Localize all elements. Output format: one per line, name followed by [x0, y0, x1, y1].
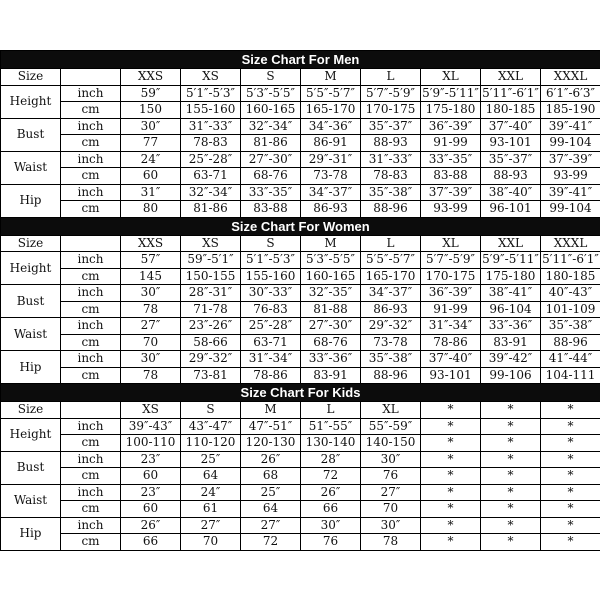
- value-cell: 38″-41″: [481, 285, 541, 302]
- value-cell: *: [421, 468, 481, 485]
- size-header-cell: XXL: [481, 69, 541, 86]
- unit-cell: inch: [61, 118, 121, 135]
- unit-cell: cm: [61, 268, 121, 285]
- value-cell: 25″-28″: [181, 151, 241, 168]
- measurement-label: Height: [1, 418, 61, 451]
- value-cell: 78: [121, 367, 181, 384]
- value-cell: 35″-37″: [361, 118, 421, 135]
- unit-cell: inch: [61, 418, 121, 435]
- value-cell: 27″: [121, 318, 181, 335]
- value-cell: 81-88: [301, 301, 361, 318]
- value-cell: 36″-39″: [421, 118, 481, 135]
- value-cell: 155-160: [241, 268, 301, 285]
- value-cell: 35″-37″: [481, 151, 541, 168]
- measurement-label: Hip: [1, 351, 61, 384]
- value-cell: 5′9″-5′11″: [482, 252, 539, 267]
- value-cell: *: [481, 484, 541, 501]
- size-header-cell: *: [481, 402, 541, 419]
- value-cell: 36″-39″: [421, 285, 481, 302]
- value-cell: *: [421, 517, 481, 534]
- measurement-row: [1, 268, 600, 285]
- value-cell: *: [541, 468, 600, 485]
- value-cell: *: [541, 451, 600, 468]
- unit-cell: cm: [61, 201, 121, 218]
- value-cell: 38″-40″: [481, 184, 541, 201]
- value-cell: 61: [181, 501, 241, 518]
- value-cell: 43″-47″: [181, 418, 241, 435]
- unit-cell: inch: [61, 351, 121, 368]
- value-cell: 93-99: [541, 168, 600, 185]
- value-cell: 150-155: [181, 268, 241, 285]
- measurement-label: Waist: [1, 151, 61, 184]
- value-cell: 68-76: [301, 334, 361, 351]
- value-cell: 25″: [241, 484, 301, 501]
- value-cell: 5′11″-6′1″: [482, 85, 539, 100]
- value-cell: 70: [361, 501, 421, 518]
- value-cell: 59″: [121, 85, 181, 102]
- value-cell: 71-78: [181, 301, 241, 318]
- value-cell: 175-180: [421, 102, 481, 119]
- value-cell: 63-71: [181, 168, 241, 185]
- measurement-row: [1, 85, 600, 102]
- value-cell: 5′3″-5′5″: [301, 252, 361, 269]
- value-cell: 28″-31″: [181, 285, 241, 302]
- value-cell: 88-96: [541, 334, 600, 351]
- unit-cell: inch: [61, 85, 121, 102]
- value-cell: 110-120: [181, 435, 241, 452]
- value-cell: 59″-5′1″: [181, 252, 241, 269]
- value-cell: 5′5″-5′7″: [301, 85, 361, 102]
- value-cell: 30″-33″: [241, 285, 301, 302]
- value-cell: *: [541, 501, 600, 518]
- value-cell: 170-175: [361, 102, 421, 119]
- value-cell: 27″: [181, 517, 241, 534]
- value-cell: *: [481, 451, 541, 468]
- value-cell: 5′5″-5′7″: [361, 252, 421, 269]
- size-header-cell: XL: [361, 402, 421, 419]
- value-cell: 23″: [121, 451, 181, 468]
- size-header-cell: M: [241, 402, 301, 419]
- value-cell: 78: [361, 534, 421, 551]
- value-cell: 30″: [121, 285, 181, 302]
- value-cell: 31″-34″: [241, 351, 301, 368]
- value-cell: 51″-55″: [301, 418, 361, 435]
- unit-cell: cm: [61, 102, 121, 119]
- value-cell: 185-190: [541, 102, 600, 119]
- size-header-cell: XS: [181, 235, 241, 252]
- value-cell: 120-130: [241, 435, 301, 452]
- measurement-row: [1, 451, 600, 468]
- value-cell: *: [481, 435, 541, 452]
- unit-cell: cm: [61, 435, 121, 452]
- measurement-label: Bust: [1, 285, 61, 318]
- measurement-row: [1, 484, 600, 501]
- value-cell: 27″-30″: [301, 318, 361, 335]
- value-cell: 41″-44″: [541, 351, 600, 368]
- value-cell: 101-109: [541, 301, 600, 318]
- value-cell: 68-76: [241, 168, 301, 185]
- value-cell: 77: [121, 135, 181, 152]
- value-cell: 155-160: [181, 102, 241, 119]
- unit-cell: inch: [61, 151, 121, 168]
- size-header-cell: XXXL: [541, 69, 600, 86]
- value-cell: 60: [121, 168, 181, 185]
- value-cell: 88-93: [361, 135, 421, 152]
- value-cell: 86-91: [301, 135, 361, 152]
- measurement-row: [1, 351, 600, 368]
- size-header-row: [1, 235, 600, 252]
- value-cell: 47″-51″: [241, 418, 301, 435]
- value-cell: 37″-40″: [421, 351, 481, 368]
- size-header-row: [1, 402, 600, 419]
- measurement-label: Height: [1, 252, 61, 285]
- measurement-label: Waist: [1, 318, 61, 351]
- value-cell: 33″-35″: [241, 184, 301, 201]
- value-cell: 34″-37″: [301, 184, 361, 201]
- value-cell: 40″-43″: [541, 285, 600, 302]
- value-cell: 150: [121, 102, 181, 119]
- value-cell: 68: [241, 468, 301, 485]
- measurement-label: Height: [1, 85, 61, 118]
- size-header-cell: [61, 402, 121, 419]
- value-cell: 64: [241, 501, 301, 518]
- measurement-row: [1, 118, 600, 135]
- value-cell: 33″-36″: [481, 318, 541, 335]
- size-header-row: [1, 69, 600, 86]
- value-cell: 29″-32″: [181, 351, 241, 368]
- value-cell: *: [541, 435, 600, 452]
- unit-cell: inch: [61, 318, 121, 335]
- unit-cell: inch: [61, 451, 121, 468]
- value-cell: 25″-28″: [241, 318, 301, 335]
- size-header-cell: M: [301, 235, 361, 252]
- value-cell: 66: [121, 534, 181, 551]
- value-cell: 73-78: [301, 168, 361, 185]
- value-cell: 30″: [361, 451, 421, 468]
- value-cell: *: [481, 534, 541, 551]
- value-cell: 160-165: [301, 268, 361, 285]
- value-cell: 31″-33″: [361, 151, 421, 168]
- value-cell: 78-86: [241, 367, 301, 384]
- unit-cell: cm: [61, 334, 121, 351]
- size-header-cell: XXS: [121, 69, 181, 86]
- measurement-row: [1, 501, 600, 518]
- value-cell: 55″-59″: [361, 418, 421, 435]
- value-cell: 35″-38″: [541, 318, 600, 335]
- unit-cell: cm: [61, 367, 121, 384]
- value-cell: 86-93: [301, 201, 361, 218]
- unit-cell: cm: [61, 501, 121, 518]
- value-cell: 39″-41″: [541, 184, 600, 201]
- value-cell: 165-170: [301, 102, 361, 119]
- value-cell: 96-101: [481, 201, 541, 218]
- value-cell: 5′11″-6′1″: [542, 252, 599, 267]
- measurement-row: [1, 252, 600, 269]
- value-cell: 27″: [241, 517, 301, 534]
- value-cell: *: [421, 534, 481, 551]
- section-title: Size Chart For Men: [1, 51, 600, 69]
- value-cell: 31″: [121, 184, 181, 201]
- value-cell: 5′7″-5′9″: [421, 252, 481, 269]
- size-header-cell: XS: [181, 69, 241, 86]
- size-header-cell: XXXL: [541, 235, 600, 252]
- unit-cell: cm: [61, 135, 121, 152]
- measurement-row: [1, 334, 600, 351]
- value-cell: 72: [301, 468, 361, 485]
- value-cell: 5′3″-5′5″: [241, 85, 301, 102]
- unit-cell: inch: [61, 252, 121, 269]
- unit-cell: cm: [61, 534, 121, 551]
- value-cell: 88-96: [361, 201, 421, 218]
- size-header-cell: XL: [421, 235, 481, 252]
- value-cell: 91-99: [421, 301, 481, 318]
- value-cell: 73-78: [361, 334, 421, 351]
- size-header-cell: S: [241, 69, 301, 86]
- size-chart-document: [0, 50, 600, 551]
- measurement-row: [1, 285, 600, 302]
- size-header-cell: S: [181, 402, 241, 419]
- measurement-row: [1, 168, 600, 185]
- value-cell: 5′1″-5′3″: [181, 85, 241, 102]
- value-cell: 57″: [121, 252, 181, 269]
- value-cell: 60: [121, 468, 181, 485]
- unit-cell: cm: [61, 301, 121, 318]
- measurement-row: [1, 534, 600, 551]
- value-cell: 39″-41″: [541, 118, 600, 135]
- size-header-label: Size: [1, 69, 61, 86]
- value-cell: 88-93: [481, 168, 541, 185]
- value-cell: 72: [241, 534, 301, 551]
- unit-cell: cm: [61, 168, 121, 185]
- value-cell: 5′9″-5′11″: [422, 85, 479, 100]
- value-cell: 81-86: [181, 201, 241, 218]
- value-cell: 33″-36″: [301, 351, 361, 368]
- value-cell: *: [421, 451, 481, 468]
- value-cell: 29″-31″: [301, 151, 361, 168]
- value-cell: 99-104: [541, 135, 600, 152]
- value-cell: 81-86: [241, 135, 301, 152]
- value-cell: 27″: [361, 484, 421, 501]
- unit-cell: inch: [61, 285, 121, 302]
- measurement-row: [1, 318, 600, 335]
- measurement-row: [1, 367, 600, 384]
- value-cell: 39″-42″: [481, 351, 541, 368]
- value-cell: 24″: [181, 484, 241, 501]
- value-cell: 93-99: [421, 201, 481, 218]
- value-cell: 32″-34″: [241, 118, 301, 135]
- value-cell: 160-165: [241, 102, 301, 119]
- value-cell: 33″-35″: [421, 151, 481, 168]
- value-cell: 60: [121, 501, 181, 518]
- size-header-cell: L: [361, 69, 421, 86]
- value-cell: 30″: [301, 517, 361, 534]
- value-cell: 6′1″-6′3″: [541, 85, 600, 102]
- measurement-row: [1, 418, 600, 435]
- value-cell: 39″-43″: [121, 418, 181, 435]
- value-cell: 35″-38″: [361, 184, 421, 201]
- value-cell: 180-185: [541, 268, 600, 285]
- value-cell: 83-88: [421, 168, 481, 185]
- unit-cell: inch: [61, 517, 121, 534]
- section-title-row: [1, 384, 600, 402]
- value-cell: 175-180: [481, 268, 541, 285]
- value-cell: 35″-38″: [361, 351, 421, 368]
- measurement-label: Waist: [1, 484, 61, 517]
- value-cell: 29″-32″: [361, 318, 421, 335]
- value-cell: 180-185: [481, 102, 541, 119]
- value-cell: 63-71: [241, 334, 301, 351]
- measurement-row: [1, 435, 600, 452]
- measurement-label: Hip: [1, 517, 61, 550]
- size-header-cell: L: [361, 235, 421, 252]
- section-title-row: [1, 51, 600, 69]
- value-cell: *: [421, 501, 481, 518]
- value-cell: 145: [121, 268, 181, 285]
- value-cell: 73-81: [181, 367, 241, 384]
- value-cell: 58-66: [181, 334, 241, 351]
- size-header-cell: XL: [421, 69, 481, 86]
- value-cell: 5′7″-5′9″: [361, 85, 421, 102]
- value-cell: 83-91: [301, 367, 361, 384]
- value-cell: 86-93: [361, 301, 421, 318]
- value-cell: 99-106: [481, 367, 541, 384]
- value-cell: 25″: [181, 451, 241, 468]
- value-cell: 78: [121, 301, 181, 318]
- value-cell: 80: [121, 201, 181, 218]
- value-cell: 78-86: [421, 334, 481, 351]
- measurement-row: [1, 135, 600, 152]
- value-cell: 130-140: [301, 435, 361, 452]
- value-cell: 70: [181, 534, 241, 551]
- unit-header-cell: [61, 69, 121, 86]
- measurement-label: Hip: [1, 184, 61, 217]
- value-cell: 76-83: [241, 301, 301, 318]
- value-cell: *: [541, 517, 600, 534]
- size-header-cell: M: [301, 69, 361, 86]
- value-cell: 28″: [301, 451, 361, 468]
- value-cell: 37″-39″: [541, 151, 600, 168]
- value-cell: *: [541, 484, 600, 501]
- value-cell: *: [421, 418, 481, 435]
- value-cell: 66: [301, 501, 361, 518]
- size-header-cell: XS: [121, 402, 181, 419]
- value-cell: 30″: [361, 517, 421, 534]
- unit-header-cell: [61, 235, 121, 252]
- size-header-cell: *: [541, 402, 600, 419]
- value-cell: 26″: [241, 451, 301, 468]
- measurement-row: [1, 184, 600, 201]
- value-cell: 23″: [121, 484, 181, 501]
- value-cell: 27″-30″: [241, 151, 301, 168]
- size-chart-table: [0, 50, 600, 551]
- measurement-row: [1, 301, 600, 318]
- value-cell: 93-101: [481, 135, 541, 152]
- unit-cell: inch: [61, 184, 121, 201]
- value-cell: 88-96: [361, 367, 421, 384]
- value-cell: 76: [361, 468, 421, 485]
- measurement-row: [1, 201, 600, 218]
- value-cell: 30″: [121, 351, 181, 368]
- measurement-row: [1, 517, 600, 534]
- value-cell: *: [481, 468, 541, 485]
- section-title-row: [1, 217, 600, 235]
- measurement-row: [1, 468, 600, 485]
- value-cell: 100-110: [121, 435, 181, 452]
- value-cell: *: [421, 484, 481, 501]
- value-cell: 31″-33″: [181, 118, 241, 135]
- unit-cell: cm: [61, 468, 121, 485]
- value-cell: 78-83: [181, 135, 241, 152]
- value-cell: 32″-35″: [301, 285, 361, 302]
- value-cell: 165-170: [361, 268, 421, 285]
- value-cell: 23″-26″: [181, 318, 241, 335]
- value-cell: 83-91: [481, 334, 541, 351]
- value-cell: *: [541, 534, 600, 551]
- size-header-cell: XXS: [121, 235, 181, 252]
- value-cell: 34″-37″: [361, 285, 421, 302]
- measurement-label: Bust: [1, 451, 61, 484]
- value-cell: 32″-34″: [181, 184, 241, 201]
- unit-cell: inch: [61, 484, 121, 501]
- value-cell: 140-150: [361, 435, 421, 452]
- size-header-cell: L: [301, 402, 361, 419]
- section-title: Size Chart For Kids: [1, 384, 600, 402]
- value-cell: *: [481, 501, 541, 518]
- value-cell: 76: [301, 534, 361, 551]
- value-cell: 30″: [121, 118, 181, 135]
- size-header-cell: XXL: [481, 235, 541, 252]
- value-cell: *: [541, 418, 600, 435]
- value-cell: 5′1″-5′3″: [241, 252, 301, 269]
- value-cell: 104-111: [541, 367, 600, 384]
- measurement-label: Bust: [1, 118, 61, 151]
- value-cell: 64: [181, 468, 241, 485]
- value-cell: 34″-36″: [301, 118, 361, 135]
- value-cell: 96-104: [481, 301, 541, 318]
- size-header-cell: S: [241, 235, 301, 252]
- measurement-row: [1, 151, 600, 168]
- value-cell: 83-88: [241, 201, 301, 218]
- value-cell: *: [481, 517, 541, 534]
- value-cell: *: [481, 418, 541, 435]
- value-cell: 24″: [121, 151, 181, 168]
- value-cell: 26″: [301, 484, 361, 501]
- value-cell: 37″-39″: [421, 184, 481, 201]
- value-cell: 31″-34″: [421, 318, 481, 335]
- size-header-label: Size: [1, 402, 61, 419]
- size-header-label: Size: [1, 235, 61, 252]
- measurement-row: [1, 102, 600, 119]
- value-cell: 70: [121, 334, 181, 351]
- value-cell: *: [421, 435, 481, 452]
- size-header-cell: *: [421, 402, 481, 419]
- section-title: Size Chart For Women: [1, 217, 600, 235]
- value-cell: 37″-40″: [481, 118, 541, 135]
- value-cell: 93-101: [421, 367, 481, 384]
- value-cell: 91-99: [421, 135, 481, 152]
- value-cell: 99-104: [541, 201, 600, 218]
- value-cell: 78-83: [361, 168, 421, 185]
- value-cell: 170-175: [421, 268, 481, 285]
- value-cell: 26″: [121, 517, 181, 534]
